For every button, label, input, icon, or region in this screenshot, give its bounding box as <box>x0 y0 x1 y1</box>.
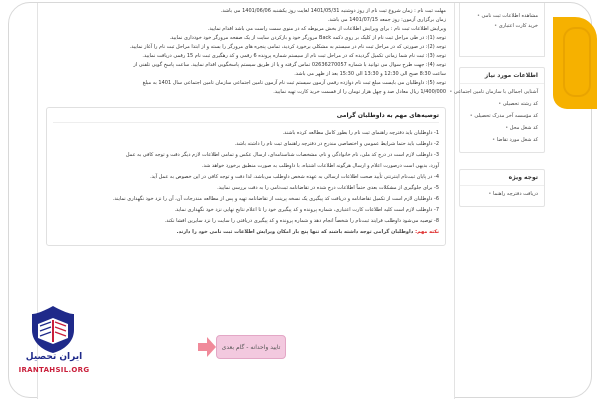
arrow-right-icon <box>198 337 216 357</box>
note-4-hours: ساعت 8:30 صبح الی 12:30 و 13:30 الی 15:30 بعد از ظهر می باشد. <box>294 71 446 77</box>
book-shield-icon <box>28 304 78 354</box>
registration-deadline: مهلت ثبت نام : زمان شروع ثبت نام از روز دوشنبه 1401/05/31 لغایت روز یکشنبه 1401/06/06 می باشد. <box>220 8 446 14</box>
final-note-text: داوطلبان گرامی توجه داشته باشند که تنها پنج بار امکان ویرایش اطلاعات ثبت نامی خود را دارند. <box>176 229 414 235</box>
tip-item: 4- در پایان ثبت‌نام اینترنتی تأیید صحت اطلاعات ارسالی به عهده شخص داوطلب می‌باشد، لذا دقت و توجه کافی در این خصوص به عمل آید. <box>150 174 439 180</box>
tip-item: 3- داوطلب لازم است در درج کد ملی، نام خانوادگی و نام، مشخصات شناسنامه‌ای، ارسال عکس و تمامی اطلاعات لازم دیگر دقت و توجه کافی به عمل <box>125 152 439 158</box>
sidebar-item-institute-code[interactable]: کد مؤسسه آخر مدرک تحصیلی • <box>466 112 538 121</box>
required-info-title: اطلاعات مورد نیاز <box>460 68 544 84</box>
exam-date: زمان برگزاری آزمون: روز جمعه 1401/07/15 می باشد. <box>327 17 446 23</box>
special-attention-panel <box>459 169 545 207</box>
tip-item: 7- داوطلب لازم است کلیه اطلاعات کارت اعتباری، شماره پرونده و کد پیگیری خود را تا اعلام نتایج نهایی نزد خود نگهداری نماید. <box>174 207 439 213</box>
note-4: توجه (4): جهت طرح سوال می توانید با شماره 02636270057 تماس گرفته و یا از طریق سیستم پاسخگویی اقدام نمایید. ساعت پاسخ گویی تلفنی از <box>133 62 446 68</box>
logo-name: ایران تحصیل <box>25 352 83 362</box>
sidebar-item-field-code[interactable]: کد رشته تحصیلی • <box>466 100 538 109</box>
tip-item: 8- توصیه می‌شود داوطلب فرایند ثبت‌نام را شخصاً انجام دهد و شماره پرونده و کد پیگیری دریافتی را سایت را نزد سایرین افشا نکند. <box>164 218 439 224</box>
final-note <box>53 228 439 236</box>
screenshot-frame <box>8 2 592 398</box>
note-3: توجه (3): ثبت نام شما زمانی تکمیل گردیده که در مراحل ثبت نام از سیستم شماره پرونده 6 رقمی و کد رهگیری ثبت نام 15 رقمی دریافت نمایید. <box>142 53 446 59</box>
required-info-panel <box>453 67 545 153</box>
sidebar-item-about-org[interactable]: آشنایی اجمالی با سازمان تامین اجتماعی • <box>466 88 538 97</box>
sidebar-top-links <box>459 3 545 57</box>
final-note-label: نکته مهم: <box>415 229 439 235</box>
tips-box <box>46 107 446 246</box>
tip-item: آورد، بدیهی است درصورت اعلام و ارسال هرگونه اطلاعات اشتباه، با داوطلب به صورت منطبق برخورد خواهد شد. <box>201 163 439 169</box>
edit-info-note: ویرایش اطلاعات ثبت نام : برای ویرایش اطلاعات از بخش مربوطه که در منوی سمت راست می باشد اقدام نمایید. <box>207 26 446 32</box>
orange-corner-tab <box>553 17 597 109</box>
tip-item: 6- داوطلبان لازم است از تکمیل تقاضانامه و دریافت کد پیگیری یک نسخه پرینت از تقاضانامه تهیه و پس از مطالعه مندرجات آن، آن را نزد خود نگهداری نمایند. <box>112 196 439 202</box>
tip-item: 1- داوطلبان باید دفترچه راهنمای ثبت نام را بطور کامل مطالعه کرده باشند. <box>282 130 439 136</box>
sidebar-link-view-registration[interactable]: مشاهده اطلاعات ثبت نامی • <box>466 11 538 21</box>
sidebar-item-job-location-code[interactable]: کد شغل محل • <box>466 124 538 133</box>
tips-title: توصیه‌های مهم به داوطلبان گرامی <box>53 112 439 123</box>
note-1: توجه (1): در طی مراحل ثبت نام از کلیک بر روی دکمه Back مرورگر خود و بازکردن سایت از یک صفحه مرورگر خود خودداری نمایید. <box>169 35 446 41</box>
special-attention-title: توجه ویژه <box>460 170 544 186</box>
logo-url: IRANTAHSIL.ORG <box>18 366 90 374</box>
note-2: توجه (2): در صورتی که در مراحل ثبت نام در سیستم به مشکلی برخورد کردید، تمامی پنجره های مرورگر را بسته و از ابتدا مراحل ثبت نام را آغاز نمایید. <box>129 44 446 50</box>
note-5: توجه (5): داوطلبان می بایست مبلغ ثبت نام دوازده رقمی آزمون سیستم ثبت نام آزمون تامین اجتماعی سازمان تامین اجتماعی سال 1401 به مبلغ <box>142 80 446 86</box>
irantahsil-logo <box>14 304 94 380</box>
note-5-amount: 1/400/000 ریال معادل صد و چهل هزار تومان را از قسمت خرید کارت تهیه نمایید. <box>273 89 446 95</box>
main-content <box>37 3 455 399</box>
confirm-next-step-button[interactable]: تایید واحدانه - گام بعدی <box>216 335 286 359</box>
confirm-area <box>38 335 454 365</box>
sidebar-link-buy-card[interactable]: خرید کارت اعتباری • <box>466 21 538 31</box>
sidebar-item-download-booklet[interactable]: دریافت دفترچه راهنما • <box>466 190 538 199</box>
sidebar-item-job-request-code[interactable]: کد شغل مورد تقاضا • <box>466 136 538 145</box>
tip-item: 2- داوطلب باید حتما شرایط عمومی و اختصاصی مندرج در دفترچه راهنمای ثبت نام را داشته باشد. <box>234 141 439 147</box>
tip-item: 5- برای جلوگیری از مشکلات بعدی حتماً اطلاعات درج شده در تقاضانامه ثبت‌نامی را به دقت بررسی نمایید. <box>217 185 439 191</box>
